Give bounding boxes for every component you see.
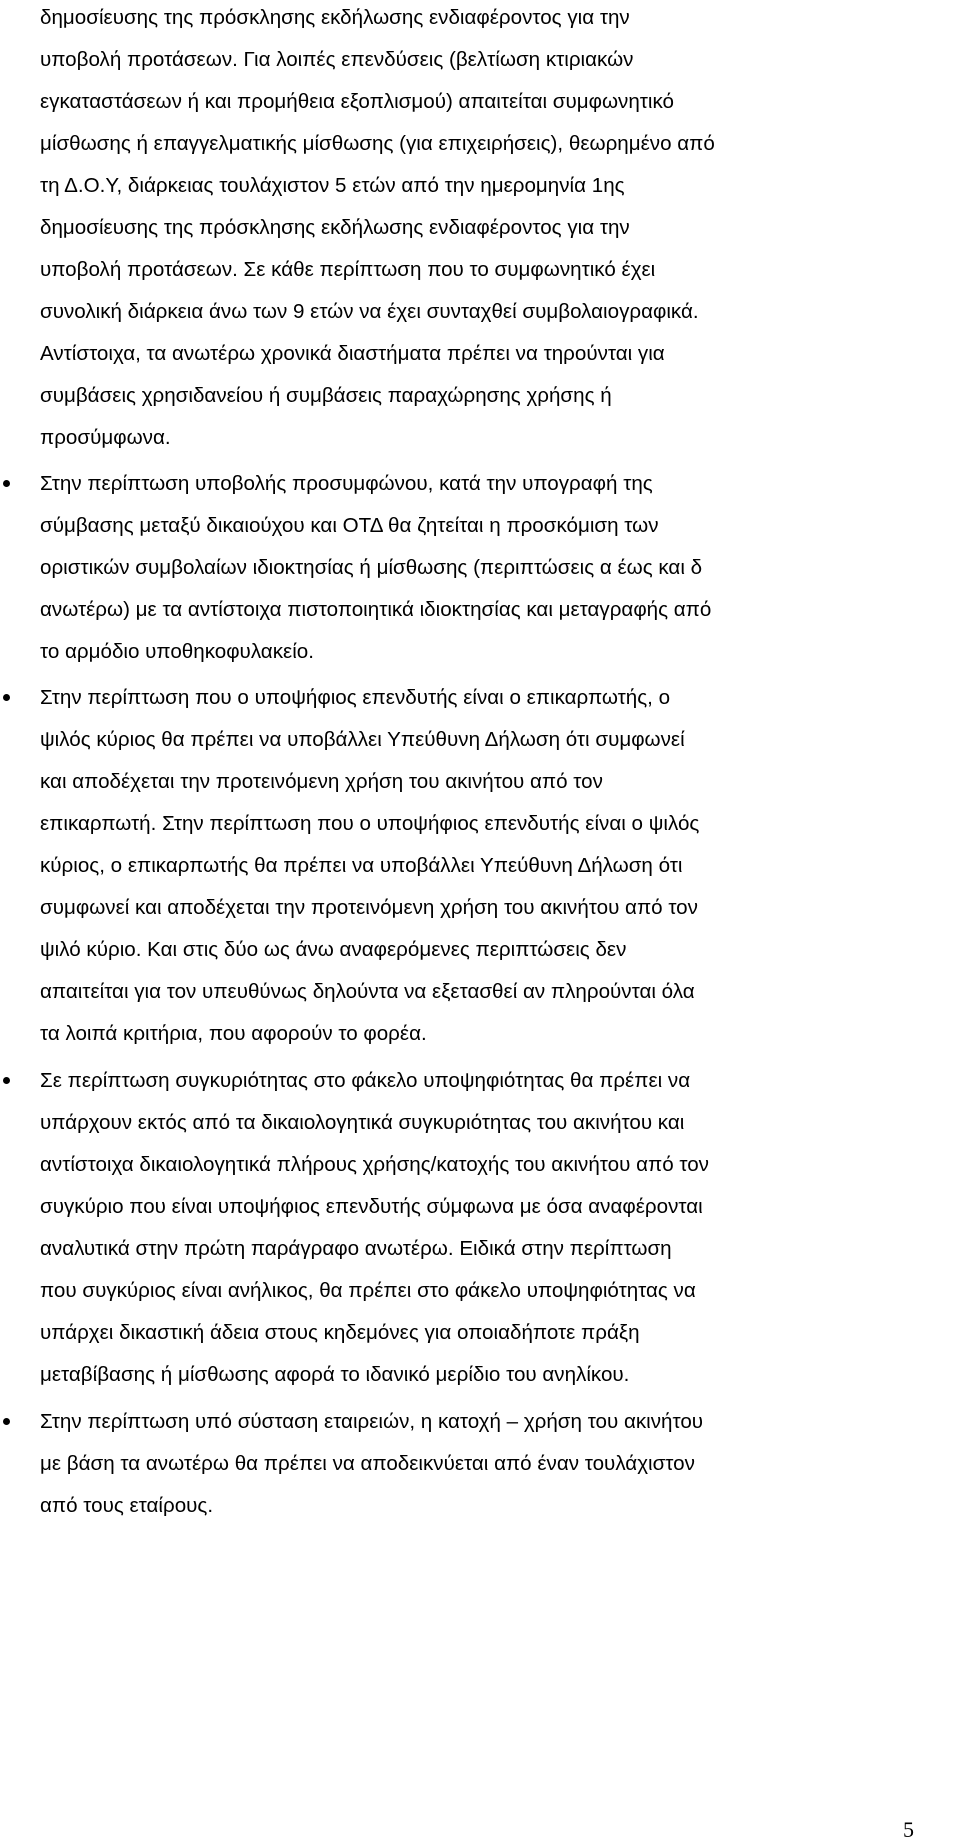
bullet-icon (3, 1418, 10, 1425)
text-line: τη Δ.Ο.Υ, διάρκειας τουλάχιστον 5 ετών από την ημερομηνία 1ης (40, 174, 625, 197)
text-line: Στην περίπτωση υποβολής προσυμφώνου, κατά την υπογραφή της (40, 472, 653, 495)
text-line: ανωτέρω) με τα αντίστοιχα πιστοποιητικά ιδιοκτησίας και μεταγραφής από (40, 598, 712, 621)
page-number: 5 (903, 1817, 914, 1842)
text-line: υποβολή προτάσεων. Σε κάθε περίπτωση που το συμφωνητικό έχει (40, 258, 656, 281)
text-line: συγκύριο που είναι υποψήφιος επενδυτής σύμφωνα με όσα αναφέρονται (40, 1195, 703, 1218)
text-line: υπάρχουν εκτός από τα δικαιολογητικά συγκυριότητας του ακινήτου και (40, 1111, 685, 1134)
text-line: αναλυτικά στην πρώτη παράγραφο ανωτέρω. Ειδικά στην περίπτωση (40, 1237, 672, 1260)
text-line: μίσθωσης ή επαγγελματικής μίσθωσης (για επιχειρήσεις), θεωρημένο από (40, 132, 715, 155)
text-line: οριστικών συμβολαίων ιδιοκτησίας ή μίσθωσης (περιπτώσεις α έως και δ (40, 556, 703, 579)
text-line: συνολική διάρκεια άνω των 9 ετών να έχει συνταχθεί συμβολαιογραφικά. (40, 300, 699, 323)
text-line: δημοσίευσης της πρόσκλησης εκδήλωσης ενδιαφέροντος για την (40, 6, 630, 29)
text-line: ψιλός κύριος θα πρέπει να υποβάλλει Υπεύθυνη Δήλωση ότι συμφωνεί (40, 728, 685, 751)
text-line: με βάση τα ανωτέρω θα πρέπει να αποδεικνύεται από έναν τουλάχιστον (40, 1452, 695, 1475)
text-line: απαιτείται για τον υπευθύνως δηλούντα να εξετασθεί αν πληρούνται όλα (40, 980, 695, 1003)
text-line: Σε περίπτωση συγκυριότητας στο φάκελο υποψηφιότητας θα πρέπει να (40, 1069, 691, 1092)
bullet-icon (3, 1077, 10, 1084)
text-line: επικαρπωτή. Στην περίπτωση που ο υποψήφιος επενδυτής είναι ο ψιλός (40, 812, 700, 835)
text-line: υπάρχει δικαστική άδεια στους κηδεμόνες για οποιαδήποτε πράξη (40, 1321, 640, 1344)
text-line: που συγκύριος είναι ανήλικος, θα πρέπει στο φάκελο υποψηφιότητας να (40, 1279, 696, 1302)
text-line: Στην περίπτωση που ο υποψήφιος επενδυτής είναι ο επικαρπωτής, ο (40, 686, 671, 709)
text-line: συμφωνεί και αποδέχεται την προτεινόμενη χρήση του ακινήτου από τον (40, 896, 698, 919)
text-line: από τους εταίρους. (40, 1494, 214, 1517)
bullet-icon (3, 480, 10, 487)
text-line: προσύμφωνα. (40, 426, 171, 449)
text-line: μεταβίβασης ή μίσθωσης αφορά το ιδανικό μερίδιο του ανηλίκου. (40, 1363, 630, 1386)
text-line: σύμβασης μεταξύ δικαιούχου και ΟΤΔ θα ζητείται η προσκόμιση των (40, 514, 659, 537)
text-line: κύριος, ο επικαρπωτής θα πρέπει να υποβάλλει Υπεύθυνη Δήλωση ότι (40, 854, 683, 877)
text-line: εγκαταστάσεων ή και προμήθεια εξοπλισμού) απαιτείται συμφωνητικό (40, 90, 675, 113)
text-line: και αποδέχεται την προτεινόμενη χρήση του ακινήτου από τον (40, 770, 603, 793)
text-line: αντίστοιχα δικαιολογητικά πλήρους χρήσης/κατοχής του ακινήτου από τον (40, 1153, 709, 1176)
text-line: συμβάσεις χρησιδανείου ή συμβάσεις παραχώρησης χρήσης ή (40, 384, 612, 407)
bullet-icon (3, 694, 10, 701)
text-line: δημοσίευσης της πρόσκλησης εκδήλωσης ενδιαφέροντος για την (40, 216, 630, 239)
text-line: Στην περίπτωση υπό σύσταση εταιρειών, η κατοχή – χρήση του ακινήτου (40, 1410, 704, 1433)
text-line: Αντίστοιχα, τα ανωτέρω χρονικά διαστήματα πρέπει να τηρούνται για (40, 342, 665, 365)
text-line: το αρμόδιο υποθηκοφυλακείο. (40, 640, 314, 663)
text-line: τα λοιπά κριτήρια, που αφορούν το φορέα. (40, 1022, 427, 1045)
text-line: ψιλό κύριο. Και στις δύο ως άνω αναφερόμενες περιπτώσεις δεν (40, 938, 627, 961)
text-line: υποβολή προτάσεων. Για λοιπές επενδύσεις (βελτίωση κτιριακών (40, 48, 634, 71)
